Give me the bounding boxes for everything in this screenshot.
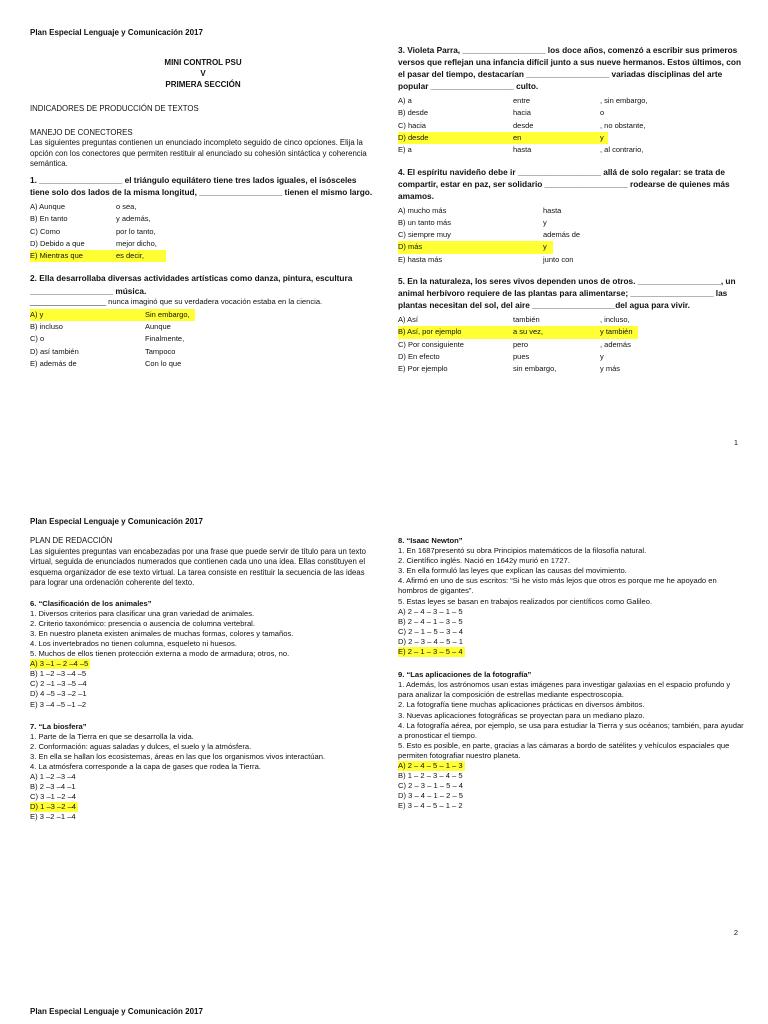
section-heading: PLAN DE REDACCIÓN	[30, 536, 113, 545]
question-8-item: 5. Estas leyes se basan en trabajos realizados por científicos como Galileo.	[398, 596, 653, 606]
option-d[interactable]: D) 2 – 3 – 4 – 5 – 1	[398, 636, 464, 646]
option-b[interactable]: B) 2 –3 –4 –1	[30, 782, 76, 792]
option-a-highlighted[interactable]: A) y Sin embargo,	[30, 309, 195, 321]
option-a[interactable]: A) Aunque o sea,	[30, 202, 137, 211]
question-7-title: 7. “La biosfera”	[30, 721, 87, 731]
question-5: 5. En la naturaleza, los seres vivos dependen unos de otros. __________________, un animal herbívoro requiere de las plantas para alimentarse; __________________ las plantas necesitan del sol, del aire __________________del agua para vivir.	[398, 276, 736, 311]
question-3: 3. Violeta Parra, __________________ los doce años, comenzó a escribir sus primeros versos que reflejan una infancia difícil junto a sus nueve hermanos. Estos últimos, con el pasar del tiempo, destacarían __________________ variadas disciplinas del arte popular __________________ culto.	[398, 45, 742, 92]
question-8-title: 8. “Isaac Newton”	[398, 536, 463, 545]
option-d[interactable]: D) Debido a que mejor dicho,	[30, 238, 157, 248]
option-b[interactable]: B) 1 –2 –3 –4 –5	[30, 669, 87, 679]
option-e-highlighted[interactable]: E) Mientras que es decir,	[30, 250, 376, 262]
option-a[interactable]: A) 2 – 4 – 3 – 1 – 5	[398, 606, 463, 616]
option-e-highlighted[interactable]: E) 2 – 1 – 3 – 5 – 4	[398, 647, 463, 657]
page-2	[0, 490, 768, 978]
question-2-options	[30, 309, 376, 370]
option-e[interactable]: E) 3 –4 –5 –1 –2	[30, 699, 87, 709]
option-c[interactable]: C) Como por lo tanto,	[30, 226, 156, 236]
option-b[interactable]: B) En tanto y además,	[30, 214, 151, 224]
option-b[interactable]: B) 2 – 4 – 1 – 3 – 5	[398, 616, 463, 626]
question-6-item: 1. Diversos criterios para clasificar una gran variedad de animales.	[30, 608, 255, 618]
option-e[interactable]: E) a hasta , al contrario,	[398, 145, 644, 155]
option-b[interactable]: B) desde hacia o	[398, 108, 605, 118]
question-7-item: 4. La atmósfera corresponde a la capa de gases que rodea la Tierra.	[30, 761, 261, 771]
page-number: 1	[733, 438, 738, 447]
question-6-item: 3. En nuestro planeta existen animales de muchas formas, colores y tamaños.	[30, 628, 294, 638]
question-1: 1. __________________ el triángulo equilátero tiene tres lados iguales, el isósceles tiene solo dos lados de la misma longitud, __________________ tienen el mismo largo.	[30, 174, 373, 197]
option-a[interactable]: A) Así también , incluso,	[398, 315, 630, 325]
option-b[interactable]: B) 1 – 2 – 3 – 4 – 5	[398, 771, 463, 781]
page-1	[0, 0, 768, 488]
option-a[interactable]: A) mucho más hasta	[398, 205, 562, 215]
indicator-heading: INDICADORES DE PRODUCCIÓN DE TEXTOS	[30, 104, 199, 114]
question-7-item: 3. En ella se hallan los ecosistemas, áreas en las que los organismos vivos interactúan.	[30, 751, 326, 761]
question-5-options	[398, 314, 744, 375]
option-e[interactable]: E) 3 – 4 – 5 – 1 – 2	[398, 801, 463, 811]
option-c[interactable]: C) 2 –1 –3 –5 –4	[30, 679, 87, 689]
option-a-highlighted[interactable]: A) 3 –1 – 2 –4 –5	[30, 659, 89, 669]
option-c[interactable]: C) 2 – 1 – 5 – 3 – 4	[398, 626, 464, 636]
option-e[interactable]: E) Por ejemplo sin embargo, y más	[398, 364, 621, 374]
option-a[interactable]: A) 1 –2 –3 –4	[30, 772, 76, 782]
question-6-item: 4. Los invertebrados no tienen columna, esqueleto ni huesos.	[30, 638, 237, 648]
question-9-item: 3. Nuevas aplicaciones fotográficas se proyectan para un mediano plazo.	[398, 710, 645, 720]
option-b-highlighted[interactable]: B) Así, por ejemplo a su vez, y también	[398, 326, 638, 338]
question-9-item: 4. La fotografía aérea, por ejemplo, se usa para estudiar la Tierra y sus océanos; también, para ayudar a pronosticar el tiempo.	[398, 720, 744, 740]
instructions: Las siguientes preguntas van encabezadas por una frase que puede servir de título para un texto virtual, seguida de enunciados numerados que contienen cada uno una idea. Ellas constituyen el esquema organizador de ese texto virtual. La tarea consiste en restituir la secuencia de las ideas para lograr una ordenación coherente del texto.	[30, 546, 366, 588]
question-4: 4. El espíritu navideño debe ir __________________ allá de solo regalar: se trata de compartir, estar en paz, ser solidario __________________ rodearse de quienes más amamos.	[398, 166, 730, 201]
question-6-item: 2. Criterio taxonómico: presencia o ausencia de columna vertebral.	[30, 618, 255, 628]
right-column	[398, 44, 744, 376]
question-9-item: 5. Esto es posible, en parte, gracias a las cámaras a bordo de satélites y vehículos espaciales que permiten fotografiar nuestro planeta.	[398, 740, 730, 760]
question-8-item: 3. En ella formuló las leyes que explican las causas del movimiento.	[398, 566, 627, 576]
page-number: 2	[733, 928, 738, 937]
option-d-highlighted[interactable]: D) más y	[398, 241, 553, 253]
option-d-highlighted[interactable]: D) desde en y	[398, 132, 608, 144]
option-b[interactable]: B) un tanto más y	[398, 217, 547, 227]
question-6-title: 6. “Clasificación de los animales”	[30, 598, 152, 608]
page-title: MINI CONTROL PSU V PRIMERA SECCIÓN	[164, 58, 242, 89]
question-7-item: 1. Parte de la Tierra en que se desarrolla la vida.	[30, 731, 194, 741]
option-d[interactable]: D) En efecto pues y	[398, 352, 604, 362]
option-e[interactable]: E) hasta más junto con	[398, 254, 574, 264]
question-9-title: 9. “Las aplicaciones de la fotografía”	[398, 670, 532, 680]
option-c[interactable]: C) o Finalmente,	[30, 334, 185, 344]
question-4-options	[398, 205, 744, 266]
option-d[interactable]: D) así también Tampoco	[30, 346, 176, 356]
question-8-item: 2. Científico inglés. Nació en 1642y murió en 1727.	[398, 556, 570, 566]
page-header: Plan Especial Lenguaje y Comunicación 2017	[30, 28, 203, 37]
option-a-highlighted[interactable]: A) 2 – 4 – 5 – 1 – 3	[398, 760, 463, 770]
option-a[interactable]: A) a entre , sin embargo,	[398, 96, 648, 106]
left-column	[30, 536, 376, 823]
question-8-item: 1. En 1687presentó su obra Principios matemáticos de la filosofía natural.	[398, 546, 647, 556]
right-column	[398, 536, 744, 811]
option-c[interactable]: C) siempre muy además de	[398, 230, 581, 240]
option-e[interactable]: E) además de Con lo que	[30, 358, 182, 368]
question-2: 2. Ella desarrollaba diversas actividades artísticas como danza, pintura, escultura __________________ música.	[30, 273, 353, 296]
question-6-item: 5. Muchos de ellos tienen protección externa a modo de armadura; otros, no.	[30, 649, 290, 659]
page-header: Plan Especial Lenguaje y Comunicación 2017	[30, 517, 203, 526]
option-c[interactable]: C) Por consiguiente pero , además	[398, 339, 631, 349]
option-d[interactable]: D) 3 – 4 – 1 – 2 – 5	[398, 791, 464, 801]
option-c[interactable]: C) 3 –1 –2 –4	[30, 792, 77, 802]
instructions: Las siguientes preguntas contienen un enunciado incompleto seguido de cinco opciones. Elija la opción con los conectores que permiten restituir al enunciado su cohesión sintáctica y coherencia semántica.	[30, 138, 367, 169]
question-2-line2: __________________ nunca imaginó que su verdadera vocación estaba en la ciencia.	[30, 296, 323, 306]
question-3-options	[398, 95, 744, 156]
option-d[interactable]: D) 4 –5 –3 –2 –1	[30, 689, 87, 699]
question-8-item: 4. Afirmó en uno de sus escritos: “Si he visto más lejos que otros es porque me he apoyado en hombros de gigantes”.	[398, 576, 717, 596]
left-column	[30, 58, 376, 370]
option-c[interactable]: C) 2 – 3 – 1 – 5 – 4	[398, 781, 464, 791]
question-7-item: 2. Conformación: aguas saladas y dulces, el suelo y la atmósfera.	[30, 741, 252, 751]
option-d-highlighted[interactable]: D) 1 –3 –2 –4	[30, 802, 77, 812]
question-9-item: 1. Además, los astrónomos usan estas imágenes para investigar galaxias en el espacio profundo y para analizar la composición de estrellas mediante espectroscopia.	[398, 680, 731, 700]
page-3-header: Plan Especial Lenguaje y Comunicación 2017	[30, 1007, 203, 1016]
option-c[interactable]: C) hacia desde , no obstante,	[398, 120, 646, 130]
question-1-options	[30, 201, 376, 262]
option-b[interactable]: B) incluso Aunque	[30, 321, 171, 331]
option-e[interactable]: E) 3 –2 –1 –4	[30, 812, 76, 822]
section-heading: MANEJO DE CONECTORES	[30, 127, 133, 137]
question-9-item: 2. La fotografía tiene muchas aplicaciones prácticas en diversos ámbitos.	[398, 700, 645, 710]
